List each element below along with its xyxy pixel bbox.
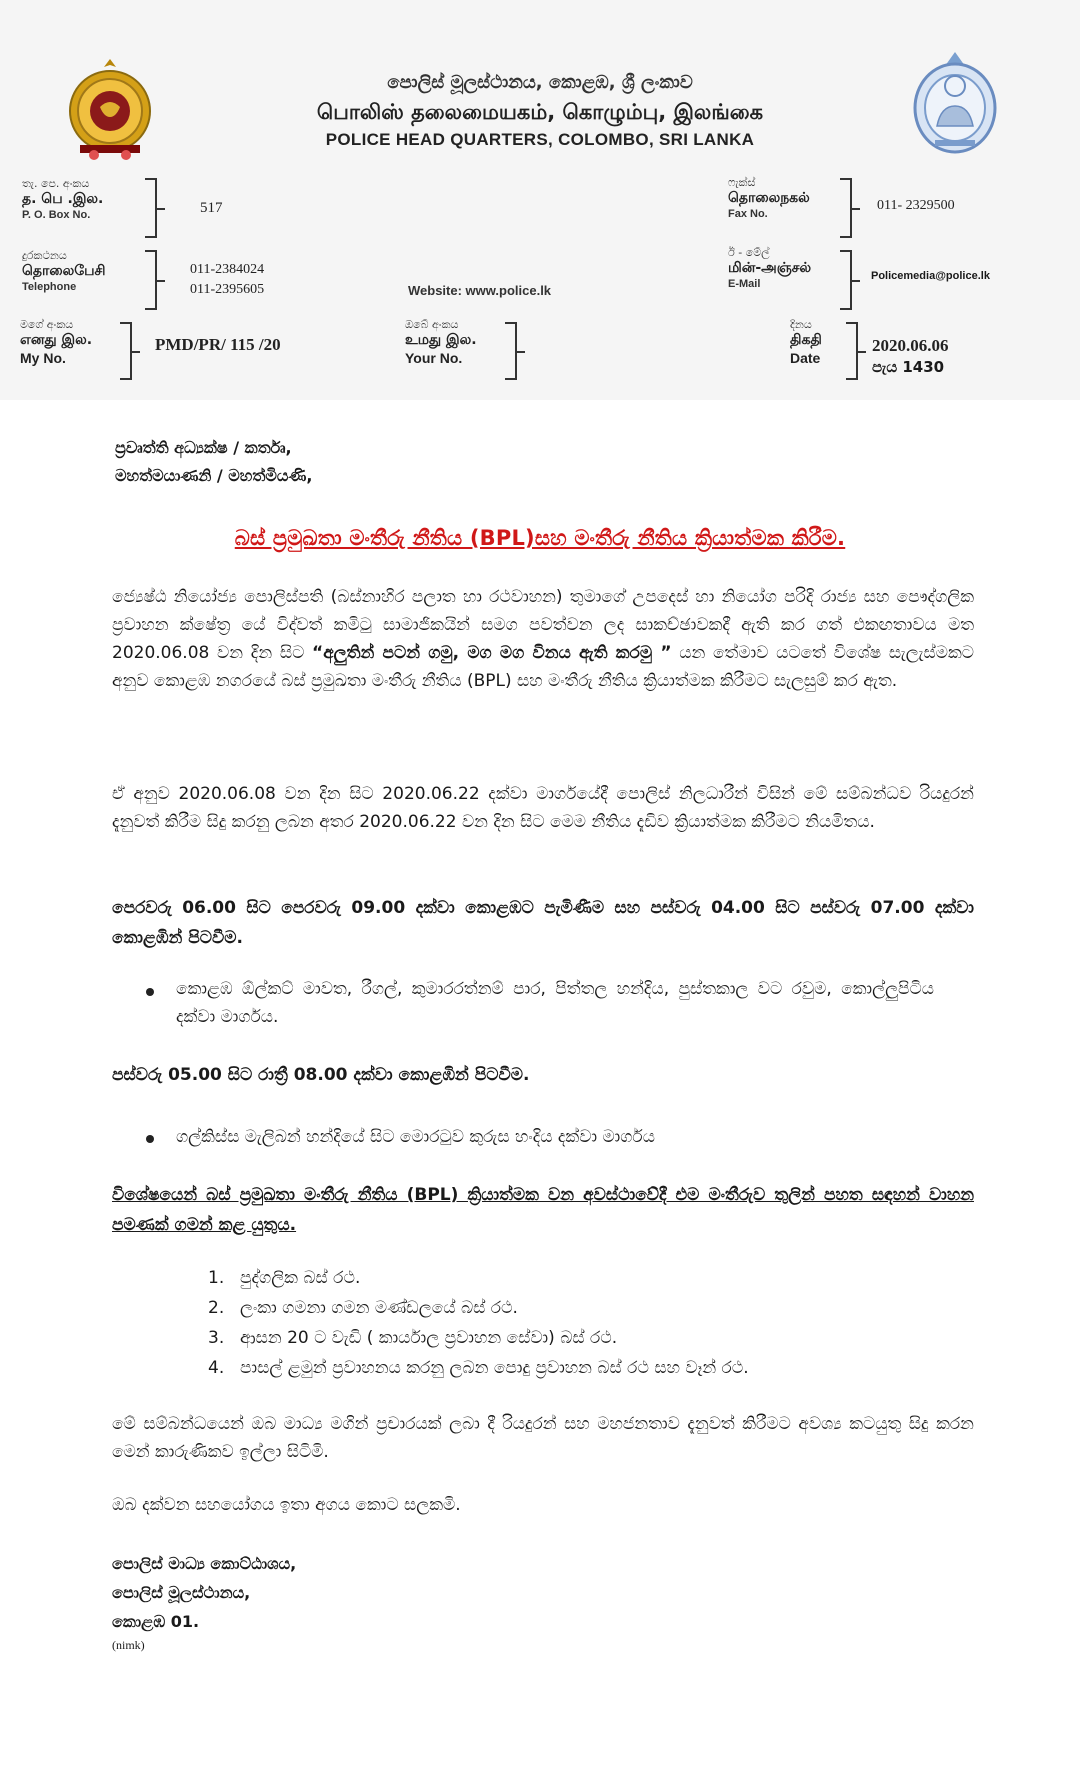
salutation-line-2: මහත්මයාණනි / මහත්මියණි,: [115, 466, 313, 485]
your-no-brace: [505, 322, 517, 380]
bullet-1-dot: [146, 988, 154, 996]
telephone-brace: [145, 250, 157, 310]
your-no-labels: ඔබේ අංකය உமது இல. Your No.: [405, 318, 477, 366]
date-brace: [846, 322, 858, 380]
vehicle-number-3: 3.: [208, 1328, 225, 1348]
bullet-1-text: කොළඹ ඕල්කට් මාවත, රීගල්, කුමාරරත්නම් පාර, පිත්තල හන්දිය, පුස්තකාල වට රවුම, කොල්ලුපිටිය දක්වා මාර්ගය.: [176, 979, 934, 1027]
vehicle-number-2: 2.: [208, 1298, 225, 1318]
signature-line-3: කොළඹ 01.: [112, 1612, 200, 1631]
pobox-brace: [145, 178, 157, 238]
my-no-value: PMD/PR/ 115 /20: [155, 335, 281, 354]
vehicle-item-3: ආසන 20 ට වැඩි ( කාර්යාල ප්‍රවාහන සේවා) බස් රථ.: [240, 1328, 618, 1348]
vehicle-item-4: පාසල් ළමුන් ප්‍රවාහනය කරනු ලබන පොදු ප්‍රවාහන බස් රථ සහ වෑන් රථ.: [240, 1358, 749, 1378]
bullet-2-text: ගල්කිස්ස මැලිබන් හන්දියේ සිට මොරටුව කුරුස හංදිය දක්වා මාර්ගය: [176, 1127, 655, 1147]
fax-brace: [840, 178, 852, 238]
closing-thanks: ඔබ දක්වන සහයෝගය ඉතා අගය කොට සලකමි.: [112, 1495, 461, 1515]
telephone-value-1: 011-2384024: [190, 262, 265, 277]
closing-paragraph: මේ සම්බන්ධයෙන් ඔබ මාධ්‍ය මගින් ප්‍රචාරයක් ලබා දී රියදුරන් සහ මහජනතාව දැනුවත් කිරීමට අවශ්‍ය කටයුතු සිදු කරන මෙන් කාරුණිකව ඉල්ලා සිටිමි.: [112, 1414, 974, 1462]
vehicle-item-2: ලංකා ගමනා ගමන මණ්ඩලයේ බස් රථ.: [240, 1298, 518, 1318]
telephone-value-2: 011-2395605: [190, 282, 265, 297]
letterhead-english: POLICE HEAD QUARTERS, COLOMBO, SRI LANKA: [325, 130, 755, 149]
salutation-line-1: ප්‍රවෘත්ති අධ්‍යක්ෂ / කර්තෘ,: [115, 438, 292, 457]
vehicle-number-4: 4.: [208, 1358, 225, 1378]
schedule-1: පෙරවරු 06.00 සිට පෙරවරු 09.00 දක්වා කොළඹට පැමිණීම සහ පස්වරු 04.00 සිට පස්වරු 07.00 දක්වා කොළඹින් පිටවීම.: [112, 898, 974, 948]
vehicle-item-1: පුද්ගලික බස් රථ.: [240, 1268, 361, 1288]
telephone-labels: දුරකථනය தொலைபேசி Telephone: [22, 249, 106, 293]
pobox-value: 517: [200, 200, 223, 216]
email-labels: ඊ - මේල් மின்-அஞ்சல் E-Mail: [728, 246, 812, 290]
bullet-2-dot: [146, 1135, 154, 1143]
email-brace: [840, 250, 852, 310]
vehicle-number-1: 1.: [208, 1268, 225, 1288]
special-note: විශේෂයෙන් බස් ප්‍රමුඛතා මංතීරු නීතිය (BPL) ක්‍රියාත්මක වන අවස්ථාවේදී එම මංතීරුව තුලින් පහත සඳහන් වාහන පමණක් ගමන් කළ යුතුය.: [112, 1185, 974, 1235]
pobox-labels: තැ. පෙ. අංකය த. பெ .இல. P. O. Box No.: [22, 177, 104, 221]
my-no-brace: [120, 322, 132, 380]
email-value[interactable]: Policemedia@police.lk: [871, 270, 990, 282]
letterhead-tamil: பொலிஸ் தலைமையகம், கொழும்பு, இலங்கை: [316, 100, 764, 124]
website[interactable]: Website: www.police.lk: [408, 283, 552, 298]
date-labels: දිනය திகதி Date: [790, 318, 822, 366]
my-no-labels: මගේ අංකය எனது இல. My No.: [20, 318, 93, 366]
letter-title: බස් ප්‍රමුඛතා මංතීරු නීතිය (BPL)සහ මංතීරු නීතිය ක්‍රියාත්මක කිරීම.: [234, 526, 846, 550]
paragraph-1: ජ්‍යෙෂ්ඨ නියෝජ්‍ය පොලිස්පති (බස්නාහිර පලාත හා රථවාහන) තුමාගේ උපදෙස් හා නියෝග පරිදි රාජ්‍ය සහ පෞද්ගලික ප්‍රවාහන ක්ෂේත්‍ර යේ විද්වත් කමිටු සාමාජිකයින් සමග පවත්වන ලද සාකච්ඡාවකදී ඇති කර ගත් එකඟතාවය මත 2020.06.08 වන දින සිට “අලුතින් පටන් ගමු, මග මග විනය ඇති කරමු ” යන තේමාව යටතේ විශේෂ සැලැස්මකට අනුව කොළඹ නගරයේ බස් ප්‍රමුඛතා මංතීරු නීතිය (BPL) සහ මංතීරු නීතිය ක්‍රියාත්මක කිරීමට සැලසුම් කර ඇත.: [112, 587, 974, 691]
signature-line-2: පොලිස් මූලස්ථානය,: [112, 1583, 251, 1602]
date-time: පැය 1430: [872, 358, 945, 376]
signature-line-1: පොලිස් මාධ්‍ය කොට්ඨාශය,: [112, 1554, 297, 1573]
letterhead-sinhala: පොලිස් මූලස්ථානය, කොළඹ, ශ්‍රී ලංකාව: [387, 72, 693, 93]
paragraph-2: ඒ අනුව 2020.06.08 වන දින සිට 2020.06.22 දක්වා මාර්ගයේදී පොලිස් නිලධාරීන් විසින් මේ සම්බන්ධව රියදුරන් දැනුවත් කිරීම සිදු කරනු ලබන අතර 2020.06.22 වන දින සිට මෙම නීතිය දැඩිව ක්‍රියාත්මක කිරීමට නියමිතය.: [112, 784, 974, 832]
initials: (nimk): [112, 1638, 145, 1652]
fax-value: 011- 2329500: [877, 198, 955, 213]
fax-labels: ෆැක්ස් தொலைநகல் Fax No.: [728, 176, 810, 220]
schedule-2: පස්වරු 05.00 සිට රාත්‍රී 08.00 දක්වා කොළඹින් පිටවීම.: [112, 1065, 530, 1085]
date-value: 2020.06.06: [872, 336, 949, 355]
